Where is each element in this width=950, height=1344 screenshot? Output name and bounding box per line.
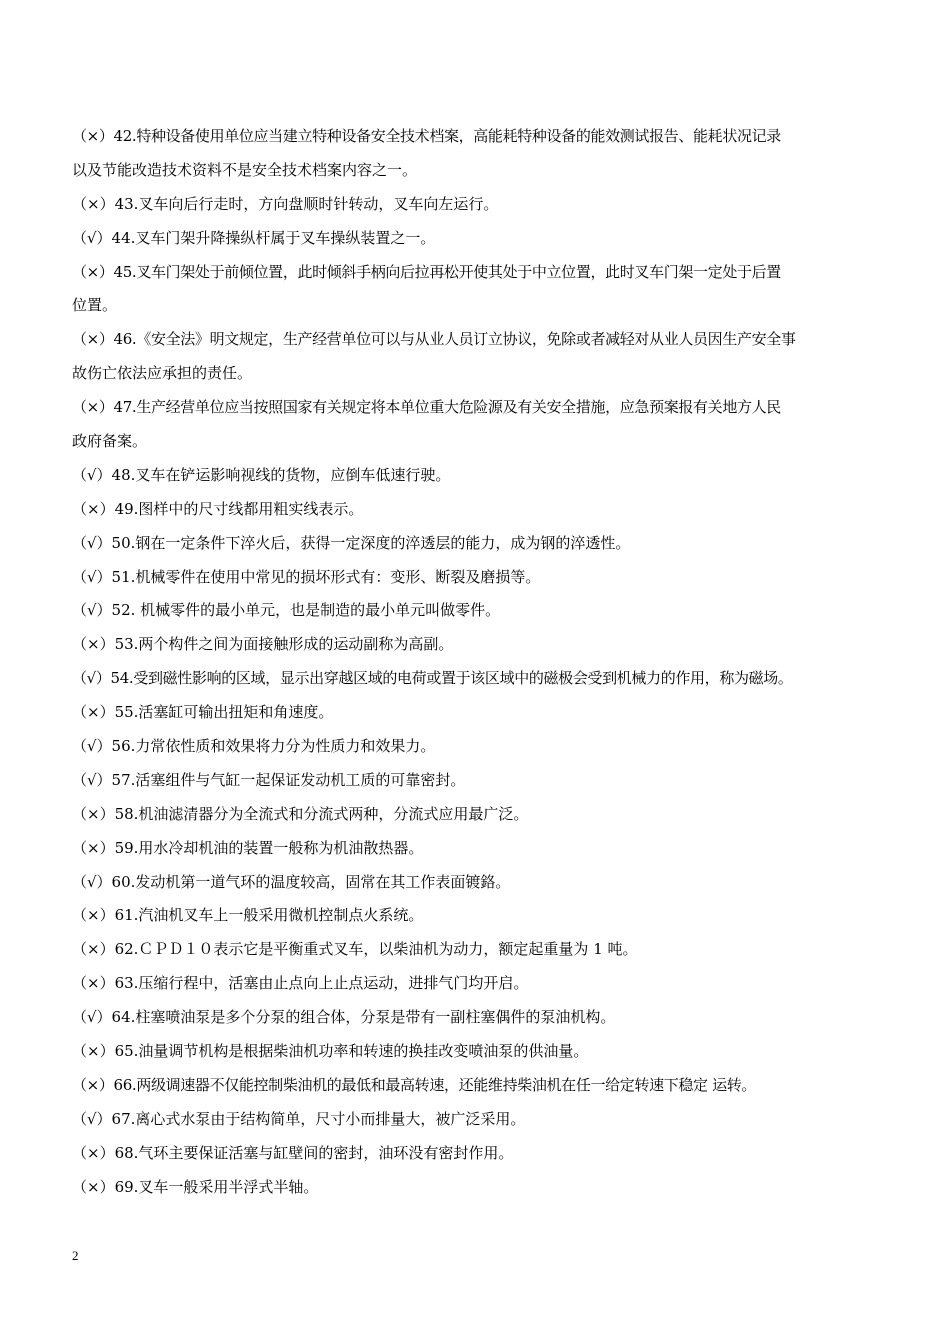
question-47-line-1: （×）47.生产经营单位应当按照国家有关规定将本单位重大危险源及有关安全措施，应急预案报有关地方人民 bbox=[72, 398, 781, 417]
question-49: （×）49.图样中的尺寸线都用粗实线表示。 bbox=[72, 499, 364, 518]
question-69: （×）69.叉车一般采用半浮式半轴。 bbox=[72, 1177, 319, 1196]
question-59: （×）59.用水冷却机油的装置一般称为机油散热器。 bbox=[72, 838, 424, 857]
page-number: 2 bbox=[72, 1248, 79, 1263]
question-54: （√）54.受到磁性影响的区域，显示出穿越区域的电荷或置于该区域中的磁极会受到机械力的作用，称为磁场。 bbox=[72, 669, 793, 688]
question-56: （√）56.力常依性质和效果将力分为性质力和效果力。 bbox=[72, 737, 436, 756]
question-51: （√）51.机械零件在使用中常见的损坏形式有：变形、断裂及磨损等。 bbox=[72, 567, 541, 586]
question-46-line-1: （×）46.《安全法》明文规定，生产经营单位可以与从业人员订立协议，免除或者减轻对从业人员因生产安全事 bbox=[72, 330, 796, 349]
question-63: （×）63.压缩行程中，活塞由止点向上止点运动，进排气门均开启。 bbox=[72, 974, 529, 993]
question-52: （√）52. 机械零件的最小单元，也是制造的最小单元叫做零件。 bbox=[72, 601, 501, 620]
question-44: （√）44.叉车门架升降操纵杆属于叉车操纵装置之一。 bbox=[72, 228, 436, 247]
question-60: （√）60.发动机第一道气环的温度较高，固常在其工作表面镀鉻。 bbox=[72, 872, 511, 891]
question-53: （×）53.两个构件之间为面接触形成的运动副称为高副。 bbox=[72, 635, 454, 654]
question-48: （√）48.叉车在铲运影响视线的货物，应倒车低速行驶。 bbox=[72, 465, 451, 484]
question-61: （×）61.汽油机叉车上一般采用微机控制点火系统。 bbox=[72, 906, 424, 925]
question-58: （×）58.机油滤清器分为全流式和分流式两种，分流式应用最广泛。 bbox=[72, 804, 529, 823]
question-68: （×）68.气环主要保证活塞与缸壁间的密封，油环没有密封作用。 bbox=[72, 1143, 514, 1162]
question-67: （√）67.离心式水泵由于结构简单，尺寸小而排量大，被广泛采用。 bbox=[72, 1109, 526, 1128]
question-57: （√）57.活塞组件与气缸一起保证发动机工质的可靠密封。 bbox=[72, 770, 466, 789]
question-55: （×）55.活塞缸可输出扭矩和角速度。 bbox=[72, 703, 334, 722]
question-62: （×）62.ＣＰＤ１０表示它是平衡重式叉车，以柴油机为动力，额定起重量为 1 吨。 bbox=[72, 940, 638, 959]
question-45-line-2: 位置。 bbox=[72, 296, 118, 315]
question-46-line-2: 故伤亡依法应承担的责任。 bbox=[72, 364, 253, 383]
question-66: （×）66.两级调速器不仅能控制柴油机的最低和最高转速，还能维持柴油机在任一给定转速下稳定 运转。 bbox=[72, 1075, 757, 1094]
question-65: （×）65.油量调节机构是根据柴油机功率和转速的换挂改变喷油泵的供油量。 bbox=[72, 1042, 589, 1061]
question-list bbox=[72, 120, 882, 1205]
question-47-line-2: 政府备案。 bbox=[72, 432, 148, 451]
question-43: （×）43.叉车向后行走时，方向盘顺时针转动，叉车向左运行。 bbox=[72, 194, 499, 213]
question-42-line-1: （×）42.特种设备使用单位应当建立特种设备安全技术档案，高能耗特种设备的能效测试报告、能耗状况记录 bbox=[72, 127, 781, 145]
question-42-line-2: 以及节能改造技术资料不是安全技术档案内容之一。 bbox=[72, 160, 418, 179]
question-50: （√）50.钢在一定条件下淬火后，获得一定深度的淬透层的能力，成为钢的淬透性。 bbox=[72, 533, 631, 552]
question-64: （√）64.柱塞喷油泵是多个分泵的组合体，分泵是带有一副柱塞偶件的泵油机构。 bbox=[72, 1008, 616, 1027]
question-45-line-1: （×）45.叉车门架处于前倾位置，此时倾斜手柄向后拉再松开使其处于中立位置，此时叉车门架一定处于后置 bbox=[72, 262, 781, 281]
